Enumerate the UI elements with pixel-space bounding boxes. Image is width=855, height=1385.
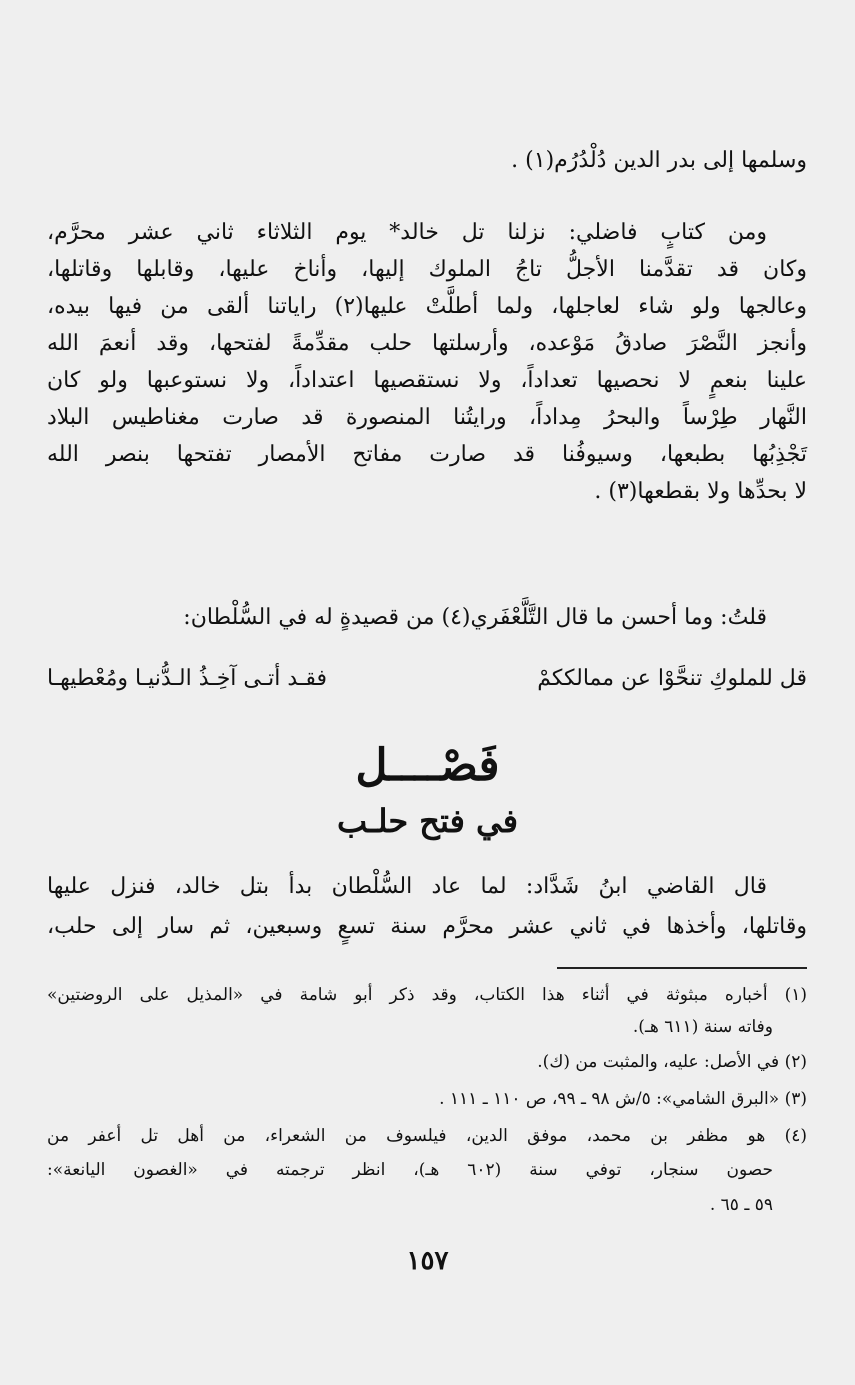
verse-first-hemistich: قل للملوكِ تنحَّوْا عن ممالككمْ [537, 666, 807, 691]
footnote-line: (٣) «البرق الشامي»: ٥/ش ٩٨ ـ ٩٩، ص ١١٠ ـ ١١١ . [439, 1089, 807, 1109]
text-line: وأنجز النَّصْرَ صادقُ مَوْعده، وأرسلتها حلب مقدِّمةً لفتحها، وقد أنعمَ الله [47, 331, 807, 356]
text-line: وقاتلها، وأخذها في ثاني عشر محرَّم سنة تسعٍ وسبعين، ثم سار إلى حلب، [47, 914, 807, 939]
text-line: وعالجها ولو شاء لعاجلها، ولما أطلَّتْ عليها(٢) راياتنا ألقى من فيها بيده، [47, 294, 807, 319]
footnote-line: (١) أخباره مبثوثة في أثناء هذا الكتاب، وقد ذكر أبو شامة في «المذيل على الروضتين» [47, 985, 807, 1005]
footnote-separator [557, 967, 807, 969]
text-line: ومن كتابٍ فاضلي: نزلنا تل خالد* يوم الثلاثاء ثاني عشر محرَّم، [47, 220, 767, 245]
footnote-line: (٢) في الأصل: عليه، والمثبت من (ك). [537, 1052, 807, 1072]
poetry-verse [47, 664, 807, 694]
text-line: قلتُ: وما أحسن ما قال التَّلَّعْفَري(٤) من قصيدةٍ له في السُّلْطان: [183, 605, 767, 630]
text-line: علينا بنعمٍ لا نحصيها تعداداً، ولا نستقصيها اعتداداً، ولا نستوعبها ولو كان [47, 368, 807, 393]
footnote-line: (٤) هو مظفر بن محمد، موفق الدين، فيلسوف من الشعراء، من أهل تل أعفر من [47, 1126, 807, 1146]
text-line: تَجْذِبُها بطبعها، وسيوفُنا قد صارت مفاتح الأمصار تفتحها بنصر الله [47, 442, 807, 467]
text-line: وسلمها إلى بدر الدين دُلْدُرُم(١) . [511, 148, 807, 173]
text-line: قال القاضي ابنُ شَدَّاد: لما عاد السُّلْطان بدأ بتل خالد، فنزل عليها [47, 874, 767, 899]
footnote-line: حصون سنجار، توفي سنة (٦٠٢ هـ)، انظر ترجمته في «الغصون اليانعة»: [47, 1160, 773, 1180]
text-line: لا بحدِّها ولا بقطعها(٣) . [594, 479, 807, 504]
text-line: وكان قد تقدَّمنا الأجلُّ تاجُ الملوك إليها، وأناخ عليها، وقابلها وقاتلها، [47, 257, 807, 282]
footnote-line: وفاته سنة (٦١١ هـ). [632, 1017, 773, 1037]
page-number: ١٥٧ [406, 1246, 449, 1276]
footnote-line: ٥٩ ـ ٦٥ . [709, 1195, 773, 1215]
section-subheading: في فتح حلـب [336, 802, 519, 840]
text-line: النَّهار طِرْساً والبحرُ مِداداً، ورايتُنا المنصورة قد صارت مغناطيس البلاد [47, 405, 807, 430]
verse-second-hemistich: فقـد أتـى آخِـذُ الـدُّنيـا ومُعْطيهـا [47, 666, 328, 691]
section-heading: فَصْــــل [355, 740, 500, 791]
